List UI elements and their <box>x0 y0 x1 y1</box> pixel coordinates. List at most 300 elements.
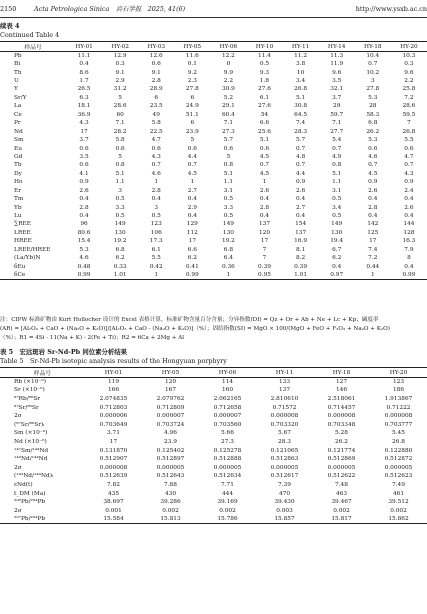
table-cell: 4.5 <box>259 153 270 160</box>
table-cell: 3.4 <box>295 78 306 85</box>
table-cell: 7 <box>407 120 411 127</box>
table-cell: 11.6 <box>185 52 199 59</box>
table-cell: 0.6 <box>187 145 197 152</box>
table-cell: 28.9 <box>149 86 163 93</box>
table-cell: 0.000006 <box>99 413 128 420</box>
table-cell: 0.000005 <box>384 464 413 471</box>
table-cell: 0.5 <box>115 213 125 220</box>
note-line: 注：CIPW 标准矿物由 Kurt Hollocher 设计的 Excel 表格计算，标准矿物含量百分含量；分异指数(DI) = Qz + Or + Ab + Ne + Lc + Kp；碱度率 <box>0 317 379 323</box>
table-cell: 9.6 <box>332 69 342 76</box>
table-cell: 4.8 <box>295 153 306 160</box>
table-cell: 0.4 <box>79 61 89 68</box>
table-row <box>0 246 427 254</box>
table-cell: 142 <box>367 221 379 228</box>
table-cell: 137 <box>295 229 307 236</box>
table-cell: 3.5 <box>79 153 89 160</box>
table-cell: 4.7 <box>151 137 161 144</box>
table-cell: 106 <box>150 229 162 236</box>
row-label: εNd(t) <box>14 481 33 488</box>
table-cell: 4.6 <box>368 153 378 160</box>
table-cell: 9.9 <box>223 69 234 76</box>
table-cell: 0.4 <box>187 196 197 203</box>
table-cell: 6.8 <box>368 120 378 127</box>
table-cell: 4.3 <box>151 153 161 160</box>
table-row <box>0 68 427 76</box>
table-cell: 5.7 <box>223 137 234 144</box>
table-cell: 125 <box>367 229 379 236</box>
table-cell: 2.4 <box>404 187 414 194</box>
table-cell: 10 <box>296 69 305 76</box>
table-cell: 0.5 <box>151 213 161 220</box>
table-cell: 4.6 <box>151 170 161 177</box>
table-cell: 5.66 <box>221 430 234 437</box>
table-cell: 0.8 <box>223 162 234 169</box>
row-label: Nd (×10⁻⁶) <box>14 438 47 445</box>
table-cell: 0.99 <box>402 271 416 278</box>
table-cell: 130 <box>331 229 343 236</box>
table-cell: 9.3 <box>259 69 270 76</box>
table-cell: 0.8 <box>115 162 125 169</box>
table-cell: 1.7 <box>79 78 89 85</box>
row-label: ²⁰⁶Pb/²⁰⁴Pb <box>14 499 46 506</box>
table-cell: 167 <box>164 387 177 394</box>
table-cell: 26.2 <box>366 128 380 135</box>
table-cell: 0.512863 <box>270 456 299 463</box>
table-cell: 0.4 <box>404 213 414 220</box>
table-cell: 144 <box>403 221 415 228</box>
table-cell: 5.1 <box>223 170 234 177</box>
table-cell: 0.6 <box>79 145 89 152</box>
table-cell: 0.4 <box>368 213 378 220</box>
table-cell: 16.3 <box>402 238 416 245</box>
column-header: HY-14 <box>327 43 346 50</box>
table-cell: 0.712658 <box>213 404 242 411</box>
table-cell: 5 <box>190 137 195 144</box>
table-cell: 1.8 <box>259 78 270 85</box>
table-cell: 0.44 <box>366 263 380 270</box>
table-cell: 0.4 <box>368 196 378 203</box>
table-cell: 17 <box>369 238 377 245</box>
table-cell: 5.45 <box>392 430 405 437</box>
table-cell: 130 <box>114 229 126 236</box>
table-cell: 120 <box>258 229 271 236</box>
table-cell: 0.000008 <box>99 464 128 471</box>
table-row <box>0 481 427 490</box>
row-label: Lu <box>14 213 22 220</box>
table-cell: 0.512872 <box>384 456 413 463</box>
table-cell: 0.4 <box>259 196 270 203</box>
table-cell: 0.7 <box>368 61 378 68</box>
table-cell: 0.7 <box>332 145 342 152</box>
table-cell: 29.1 <box>221 103 235 110</box>
table-cell: 2.8 <box>79 204 89 211</box>
table-cell: 8.2 <box>295 255 306 262</box>
table-cell: 6.1 <box>151 246 161 253</box>
table-cell: 0.36 <box>221 263 235 270</box>
table-cell: 0.000005 <box>156 464 185 471</box>
table-cell: 5 <box>118 94 122 101</box>
row-label: δEu <box>14 263 26 270</box>
table-cell: 130 <box>222 229 234 236</box>
table-row <box>0 472 427 481</box>
table-row <box>0 127 427 135</box>
table-cell: 9.2 <box>187 69 197 76</box>
table-cell: 0.9 <box>368 179 378 186</box>
table-cell: 0.71222 <box>386 404 411 411</box>
table-cell: 0 <box>226 61 231 68</box>
table-cell: 3.71 <box>107 430 120 437</box>
table-cell: 23.5 <box>149 103 163 110</box>
row-label: Pb <box>14 52 22 59</box>
table-cell: 6.2 <box>187 255 197 262</box>
table-cell: 146 <box>335 387 348 394</box>
table-cell: 19.4 <box>330 238 344 245</box>
table-cell: 0.002 <box>333 507 350 514</box>
row-label: Sr (×10⁻⁶) <box>14 387 45 394</box>
table-cell: 6.6 <box>187 246 197 253</box>
table-cell: 4.3 <box>404 170 414 177</box>
table-row <box>0 161 427 169</box>
table-cell: 0.95 <box>258 271 271 278</box>
table-cell: 0.003 <box>276 507 293 514</box>
table-cell: 0.002 <box>162 507 179 514</box>
table-cell: 120 <box>164 379 177 386</box>
table-row <box>0 429 427 438</box>
table-cell: 0.714457 <box>327 404 356 411</box>
table-cell: 6.6 <box>259 120 270 127</box>
table-row <box>0 498 427 507</box>
table-cell: 0.7 <box>295 145 306 152</box>
table-cell: 6 <box>190 120 195 127</box>
table-cell: 27.8 <box>366 86 380 93</box>
table-cell: 2.518061 <box>327 395 356 402</box>
table-cell: 8 <box>407 255 411 262</box>
table-row <box>0 386 427 395</box>
table-cell: 96 <box>80 221 88 228</box>
table-cell: 6.3 <box>79 94 89 101</box>
column-header: HY-18 <box>332 369 351 376</box>
table-cell: 5.8 <box>115 137 125 144</box>
table-row <box>0 85 427 93</box>
table-cell: 19.2 <box>113 238 127 245</box>
table-cell: 5 <box>118 153 122 160</box>
table-cell: 7.2 <box>368 255 378 262</box>
table-cell: 186 <box>392 387 405 394</box>
row-label: Dy <box>14 170 22 177</box>
table-cell: 0.703724 <box>156 421 185 428</box>
table-cell: 7.71 <box>221 481 234 488</box>
table-cell: 8.1 <box>295 246 306 253</box>
row-label: 2σ <box>14 464 22 471</box>
column-header: HY-11 <box>291 43 310 50</box>
table-cell: 27.7 <box>330 128 344 135</box>
table-cell: 28.2 <box>113 128 127 135</box>
table-cell: 26.8 <box>392 438 405 445</box>
note-line: (AR) = [Al₂O₃ + CaO + (Na₂O + K₂O)]/[Al₂O₃ + CaO - (Na₂O + K₂O)]（%）；固结指数(SI) = MgO × 100/(MgO + FeO + F₂O₃ + Na₂O + K₂O) <box>0 326 390 332</box>
row-label: Tb <box>14 162 22 169</box>
row-label: Pr <box>14 120 21 127</box>
table-cell: 133 <box>278 379 291 386</box>
table-cell: 58.3 <box>366 111 380 118</box>
table-cell: 28.3 <box>294 128 308 135</box>
table-cell: 463 <box>335 490 348 497</box>
table-cell: 15.857 <box>274 516 295 523</box>
row-label: (⁸⁷Sr/⁸⁶Sr)ᵢ <box>14 421 45 428</box>
table-cell: 23.9 <box>164 438 177 445</box>
column-header-sample: 样品号 <box>33 371 52 377</box>
table-cell: 1.1 <box>115 179 125 186</box>
table-cell: 2.8 <box>151 187 161 194</box>
table-cell: 2.079762 <box>156 395 185 402</box>
table-cell: 2.8 <box>368 204 378 211</box>
table-cell: 7.9 <box>404 246 414 253</box>
row-label: La <box>14 103 22 110</box>
table-cell: 112 <box>186 229 198 236</box>
table-cell: 0.000007 <box>213 413 242 420</box>
table-row <box>0 438 427 447</box>
table-cell: 26.8 <box>402 128 416 135</box>
table-cell: 0.4 <box>295 196 306 203</box>
table-cell: 2.6 <box>295 187 306 194</box>
table-row <box>0 60 427 68</box>
table-cell: 2.6 <box>368 187 378 194</box>
table-cell: 27.3 <box>221 438 234 445</box>
table-cell: 1 <box>262 179 267 186</box>
table-cell: 4.5 <box>187 170 197 177</box>
table-cell: 28.6 <box>113 103 127 110</box>
column-header: HY-01 <box>104 369 123 376</box>
table-row <box>0 412 427 421</box>
table-cell: 0.512643 <box>156 473 185 480</box>
table-cell: 0.512634 <box>213 473 242 480</box>
table-cell: 17 <box>80 128 88 135</box>
table-cell: 2.8 <box>151 78 161 85</box>
table4-caption-en: Continued Table 4 <box>0 31 60 39</box>
table-cell: 7.48 <box>335 481 348 488</box>
table4-header-row <box>0 42 427 52</box>
table-cell: 11.4 <box>258 52 271 59</box>
table-cell: 30.8 <box>294 103 308 110</box>
column-header: HY-20 <box>400 43 418 50</box>
table-cell: 5.1 <box>115 170 125 177</box>
table-cell: 0.131870 <box>99 447 128 454</box>
row-label: δCe <box>14 271 26 278</box>
table-cell: 5.7 <box>295 137 306 144</box>
row-label: 2σ <box>14 507 22 514</box>
table-cell: 2.062165 <box>213 395 242 402</box>
table-cell: 7.1 <box>332 120 342 127</box>
table-cell: 27.3 <box>221 128 235 135</box>
table-cell: 4.6 <box>79 255 89 262</box>
table-cell: 31.2 <box>113 86 127 93</box>
table-row <box>0 515 427 524</box>
table-cell: 15.813 <box>160 516 181 523</box>
table-cell: 0.6 <box>223 145 234 152</box>
table-cell: 0.001 <box>105 507 122 514</box>
table-cell: 0.703320 <box>270 421 299 428</box>
table-cell: 0.9 <box>404 179 414 186</box>
table-cell: 38.697 <box>103 499 124 506</box>
table-cell: 4.5 <box>368 170 378 177</box>
table-cell: 2.9 <box>187 204 197 211</box>
table-cell: 0.000005 <box>327 464 356 471</box>
column-header: HY-06 <box>218 369 237 376</box>
table-cell: 7.1 <box>223 120 234 127</box>
row-label: ¹⁴⁷Sm/¹⁴⁴Nd <box>14 447 49 454</box>
table-cell: 30.9 <box>221 86 235 93</box>
table-cell: 149 <box>222 221 234 228</box>
table-cell: 7 <box>262 255 267 262</box>
table-cell: 5.1 <box>332 170 342 177</box>
table-cell: 166 <box>107 387 120 394</box>
table-cell: 26.2 <box>335 438 348 445</box>
table-cell: 0.000008 <box>327 413 356 420</box>
table-cell: 54 <box>260 111 269 118</box>
table-cell: 0.39 <box>294 263 308 270</box>
table-cell: 3.5 <box>332 78 342 85</box>
table-row <box>0 187 427 195</box>
table-cell: 0.6 <box>115 145 125 152</box>
table-cell: 0.125402 <box>156 447 185 454</box>
table-cell: 0.000008 <box>384 413 413 420</box>
table-cell: 0.48 <box>77 263 91 270</box>
table-row <box>0 77 427 85</box>
column-header: HY-05 <box>183 43 202 50</box>
table-cell: 15.817 <box>331 516 352 523</box>
table-row <box>0 489 427 498</box>
note-line: （%）；R1 = 4Si - 11(Na + K) - 2(Fe + Ti)；R2 = 6Ca + 2Mg + Al <box>0 335 185 341</box>
row-label: t_DM (Ma) <box>14 490 46 497</box>
column-header: HY-05 <box>161 369 180 376</box>
table-cell: 5.3 <box>368 94 378 101</box>
table-cell: 3.7 <box>79 137 89 144</box>
table-cell: 0.512907 <box>99 456 128 463</box>
table-cell: 36.9 <box>77 111 91 118</box>
table-cell: 137 <box>278 387 291 394</box>
table-cell: 0.7 <box>187 162 197 169</box>
table-cell: 0.4 <box>404 263 414 270</box>
row-label: Eu <box>14 145 22 152</box>
table-cell: 3 <box>154 204 159 211</box>
table-cell: 7.2 <box>404 94 414 101</box>
table-cell: 15.4 <box>77 238 91 245</box>
table-cell: 0.4 <box>259 213 270 220</box>
table-cell: 2.6 <box>404 204 414 211</box>
table-cell: 1.913867 <box>384 395 413 402</box>
table-row <box>0 378 427 387</box>
table-cell: 0.71572 <box>272 404 297 411</box>
table-cell: 2.7 <box>295 204 306 211</box>
table-cell: 0.6 <box>404 145 414 152</box>
table-row <box>0 178 427 186</box>
table-cell: 6.7 <box>332 246 342 253</box>
table-cell: 11.3 <box>330 52 344 59</box>
table-cell: 137 <box>258 221 271 228</box>
table-cell: 123 <box>392 379 405 386</box>
table-cell: 3.7 <box>332 94 342 101</box>
table-cell: 26.8 <box>294 86 308 93</box>
row-label: Bi <box>14 61 21 68</box>
table-cell: 1 <box>370 271 375 278</box>
row-label: ⁸⁷Sr/⁸⁶Sr <box>14 404 39 411</box>
table-cell: 39.512 <box>388 499 409 506</box>
table-row <box>0 395 427 404</box>
table-cell: 3.3 <box>223 204 234 211</box>
table-cell: 80.6 <box>77 229 91 236</box>
table-cell: 15.584 <box>103 516 124 523</box>
table-cell: 119 <box>107 379 120 386</box>
table-cell: 1 <box>226 271 231 278</box>
table-row <box>0 119 427 127</box>
table-cell: 0.512622 <box>327 473 356 480</box>
table-cell: 5.1 <box>295 94 306 101</box>
table-cell: 1.1 <box>332 179 342 186</box>
table-cell: 7.4 <box>295 120 306 127</box>
row-label: Sm <box>14 137 24 144</box>
table-cell: 0.000008 <box>270 413 299 420</box>
row-label: Rb (×10⁻⁶) <box>14 379 47 386</box>
table-cell: 0.39 <box>258 263 271 270</box>
table-cell: 7.4 <box>368 246 378 253</box>
table-cell: 11.9 <box>330 61 344 68</box>
row-label: ∑REE <box>14 221 31 228</box>
table5-caption-en: Table 5 Sr-Nd-Pb isotopic analysis results of the Hongyuan porphyry <box>0 357 227 365</box>
table-cell: 19.2 <box>221 238 235 245</box>
table-cell: 59.5 <box>402 111 416 118</box>
table-cell: 0.6 <box>79 162 89 169</box>
table-cell: 17 <box>109 438 118 445</box>
table-cell: 6 <box>190 94 195 101</box>
table-cell: 0.41 <box>185 263 199 270</box>
column-header: HY-03 <box>147 43 166 50</box>
row-label: HREE <box>14 238 32 245</box>
table-cell: 7.39 <box>278 481 291 488</box>
column-header: HY-20 <box>389 369 408 376</box>
table-cell: 5.8 <box>151 120 161 127</box>
table-row <box>0 237 427 245</box>
table-cell: 6.4 <box>223 255 234 262</box>
table-cell: 15.786 <box>217 516 238 523</box>
row-label: 2σ <box>14 413 22 420</box>
table-cell: 3.1 <box>223 187 234 194</box>
row-label: Sr/Y <box>14 94 27 101</box>
table-cell: 0.99 <box>77 271 91 278</box>
table-cell: 0.7 <box>259 162 270 169</box>
table-row <box>0 111 427 119</box>
table-cell: 9.1 <box>151 69 161 76</box>
column-header: HY-11 <box>275 369 294 376</box>
table-cell: 24.9 <box>185 103 199 110</box>
table-cell: 12.9 <box>113 52 127 59</box>
table-row <box>0 220 427 228</box>
table-cell: 0.002 <box>219 507 236 514</box>
table-cell: 28.6 <box>402 103 416 110</box>
table-cell: 0.9 <box>295 179 306 186</box>
table-cell: 0.4 <box>187 213 197 220</box>
table-row <box>0 403 427 412</box>
table-cell: 470 <box>278 490 291 497</box>
table-cell: 0.703777 <box>384 421 413 428</box>
table-cell: 0.97 <box>330 271 344 278</box>
table-cell: 28 <box>369 103 377 110</box>
table-row <box>0 455 427 464</box>
table-cell: 5 <box>226 153 231 160</box>
table-cell: 0.122880 <box>384 447 413 454</box>
table-cell: 1.01 <box>294 271 308 278</box>
row-label: Gd <box>14 153 23 160</box>
table-cell: 6.8 <box>223 246 234 253</box>
table-cell: 0.121774 <box>327 447 356 454</box>
